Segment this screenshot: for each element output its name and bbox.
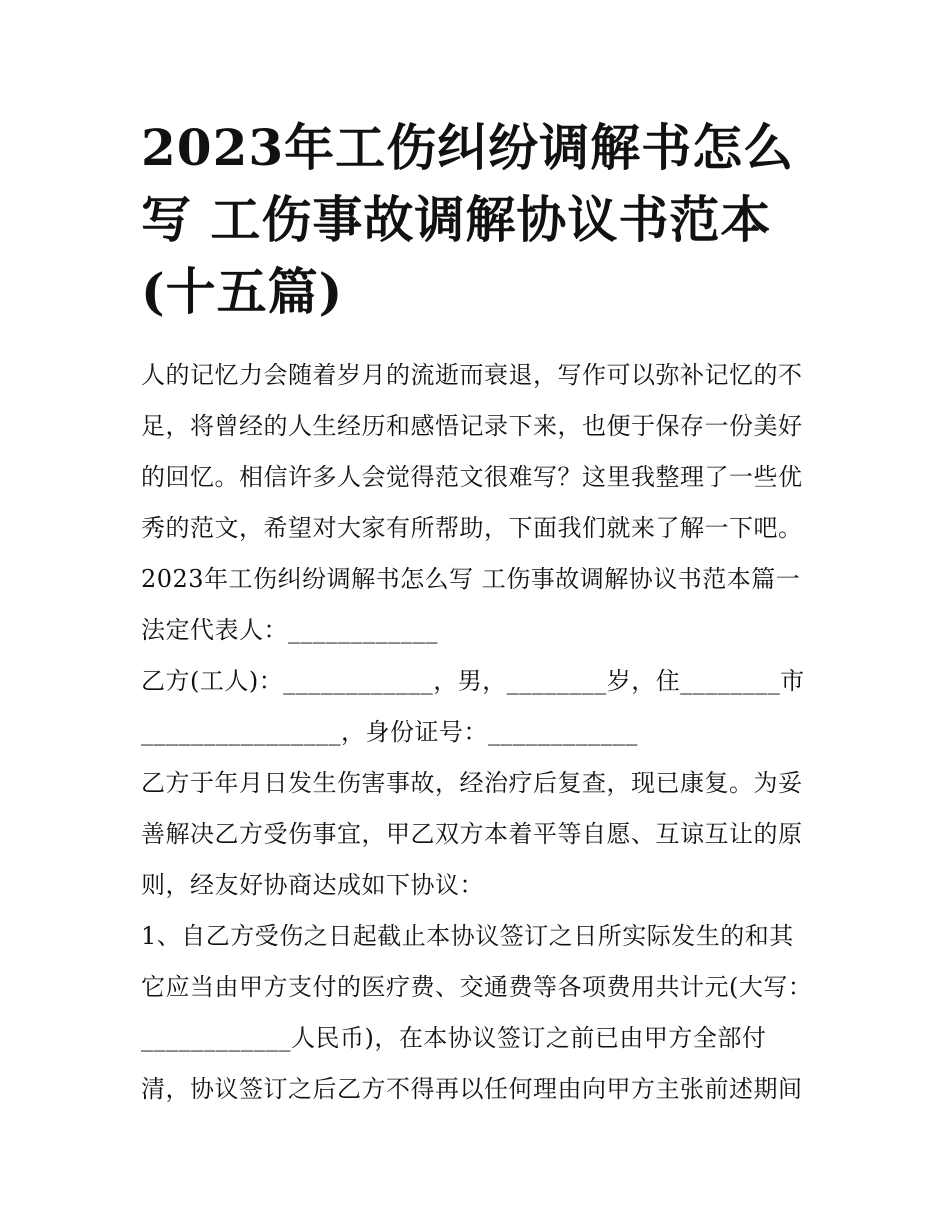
intro-paragraph: 人的记忆力会随着岁月的流逝而衰退，写作可以弥补记忆的不足，将曾经的人生经历和感悟记录下来，也便于保存一份美好的回忆。相信许多人会觉得范文很难写？这里我整理了一些优秀的范文，希望对大家有所帮助，下面我们就来了解一下吧。 [141,361,803,542]
section-heading: 2023年工伤纠纷调解书怎么写 工伤事故调解协议书范本篇一 [141,565,801,593]
party-b-line-1: 乙方(工人)：____________，男，________岁，住________市 [141,667,805,695]
party-b-line-2: ________________，身份证号：____________ [141,718,638,746]
clause-1-paragraph: 1、自乙方受伤之日起截止本协议签订之日所实际发生的和其它应当由甲方支付的医疗费、交通费等各项费用共计元(大写：____________人民币)，在本协议签订之前已由甲方全部付清，协议签订之后乙方不得再以任何理由向甲方主张前述期间 [141,922,813,1103]
document-page [141,112,813,1115]
document-title: 2023年工伤纠纷调解书怎么写 工伤事故调解协议书范本(十五篇) [141,118,795,321]
legal-representative-line: 法定代表人：____________ [141,616,438,644]
incident-paragraph: 乙方于年月日发生伤害事故，经治疗后复查，现已康复。为妥善解决乙方受伤事宜，甲乙双方本着平等自愿、互谅互让的原则，经友好协商达成如下协议： [141,769,803,899]
